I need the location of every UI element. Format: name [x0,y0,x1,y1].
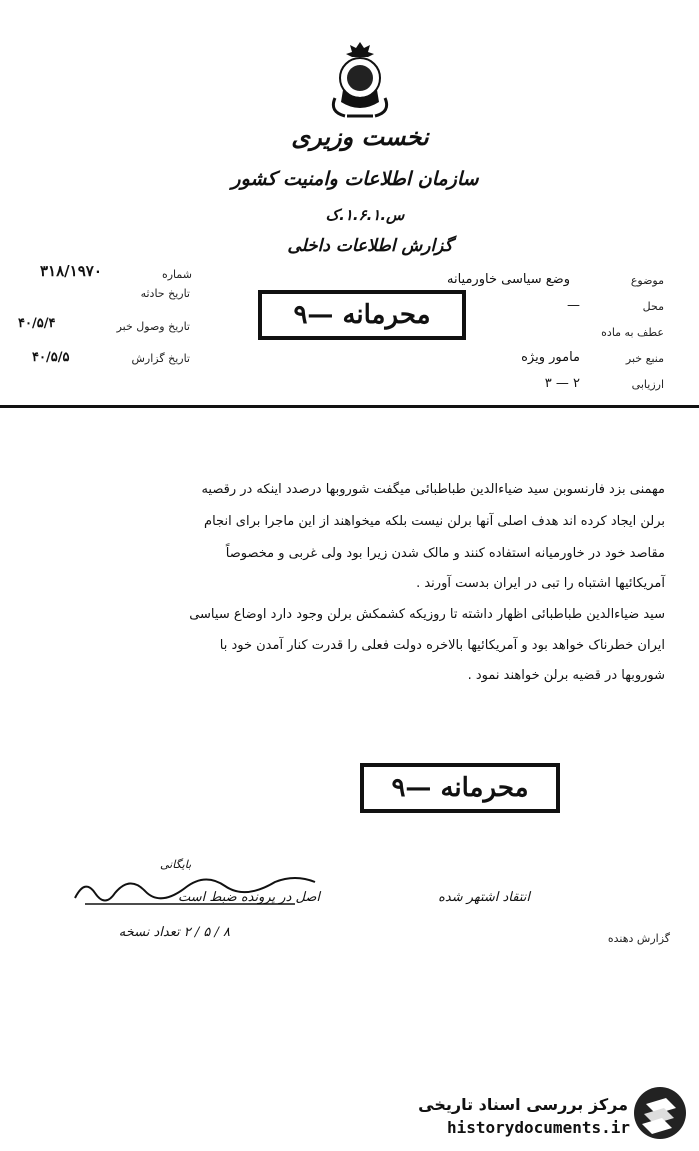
body-line: برلن ایجاد کرده اند هدف اصلی آنها برلن نیست بلکه میخواهند از این ماجرا برای انجام [204,514,665,529]
body-line: مقاصد خود در خاورمیانه استفاده کنند و مالک شدن زیرا بود ولی غربی و مخصوصاً [225,546,665,561]
evaluation-label: ارزیابی [631,378,664,391]
body-line: شوروبها در قضیه برلن خواهند نمود . [467,668,665,683]
reporter-label: گزارش دهنده [607,932,670,945]
note-file: اصل در پرونده ضبط است [178,890,320,905]
copies-count: ۸ / ۵ / ۲ تعداد نسخه [118,925,230,940]
subject-label: موضوع [630,274,664,287]
body-line: مهمنی بزد فارنسوبن سید ضیاءالدین طباطبائی میگفت شوروبها درصدد اینکه در رقصیه [201,482,665,497]
archive-note: بایگانی [160,858,192,871]
note-right: انتقاد اشتهر شده [438,890,530,905]
header-prime-ministry: نخست وزیری [291,122,429,151]
source-label: منبع خبر [625,352,664,365]
signature-scribble [70,868,320,908]
archive-logo-icon [632,1084,688,1142]
body-line: آمریکائیها اشتباه را تبی در ایران بدست آورند . [416,576,665,591]
lion-and-sun-emblem-icon [325,38,395,120]
number-value: ۳۱۸/۱۹۷۰ [40,262,102,280]
source-value: مامور ویژه [521,350,580,365]
receipt-date-label: تاریخ وصول خبر [116,320,190,333]
report-date-label: تاریخ گزارش [131,352,190,365]
receipt-date-value: ۴۰/۵/۴ [18,316,56,331]
footer-organization: مرکز بررسی اسناد تاریخی [418,1095,628,1114]
header-organization: سازمان اطلاعات وامنیت کشور [231,168,479,190]
body-line: سید ضیاءالدین طباطبائی اظهار داشته تا روزیکه کشمکش برلن وجود دارد اوضاع سیاسی [189,607,665,622]
incident-date-label: تاریخ حادثه [140,287,190,300]
header-report-type: گزارش اطلاعات داخلی [287,236,453,256]
place-label: محل [642,300,664,313]
confidential-stamp-top: محرمانه —۹ [258,290,466,340]
confidential-stamp-bottom: محرمانه —۹ [360,763,560,813]
header-code: س.۱.۶.۱.ک [325,206,405,224]
evaluation-value: ۳ — ۲ [544,376,580,391]
footer-url[interactable]: historydocuments.ir [446,1118,630,1137]
subject-value: وضع سیاسی خاورمیانه [447,272,570,287]
header-divider [0,405,699,408]
report-date-value: ۴۰/۵/۵ [32,350,70,365]
body-line: ایران خطرناک خواهد بود و آمریکائیها بالاخره دولت فعلی را قدرت کنار آمدن خود با [219,638,665,653]
place-value: — [567,298,580,313]
number-label: شماره [161,268,192,281]
ref-label: عطف به ماده [601,326,664,339]
